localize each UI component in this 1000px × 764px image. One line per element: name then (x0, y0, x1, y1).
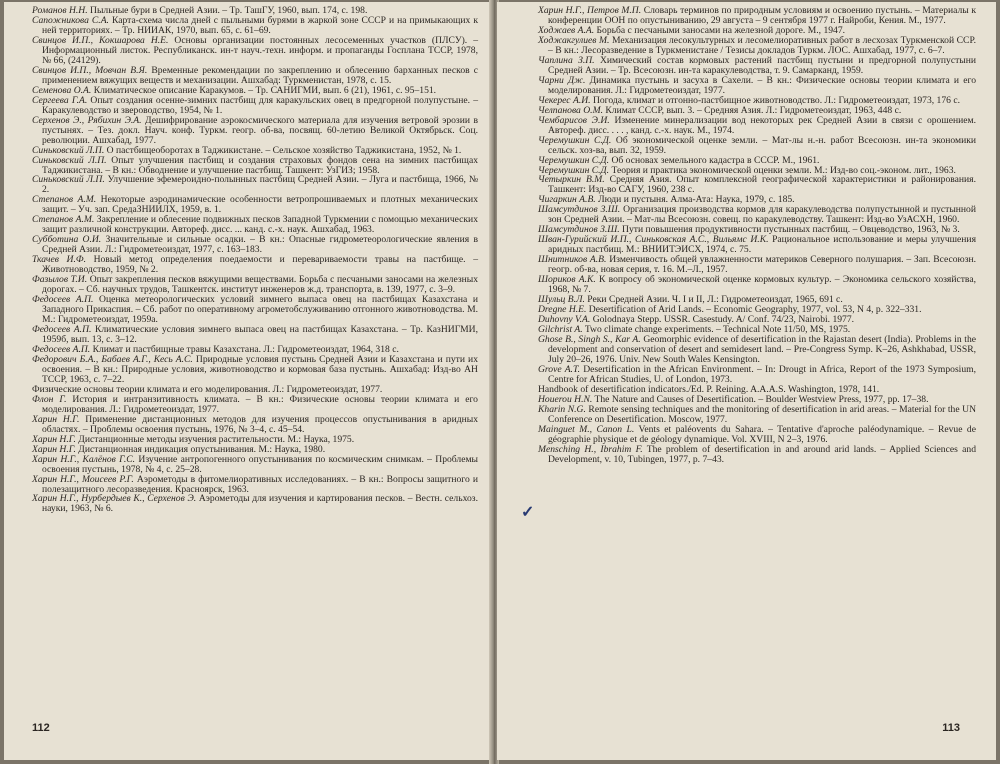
bibliography-entry (538, 36, 976, 56)
entry-author: Gilchrist A. (538, 324, 583, 335)
bibliography-entry (538, 335, 976, 365)
entry-text: Механизация лесокультурных и лесомелиоративных работ в лесхозах Туркменской ССР. – В кн.: Лесоразведение в Туркменистане / Тезисы докладов Туркм. ЛОС. Ашхабад, 1977, с. 6–7. (548, 34, 976, 56)
entry-text: Desertification of Arid Lands. – Economic Geography, 1977, vol. 53, N 4, p. 322–331. (586, 304, 922, 316)
entry-text: Люди и пустыня. Алма-Ата: Наука, 1979, с. 185. (595, 194, 795, 206)
entry-author: Duhovny V.A. (538, 314, 591, 326)
entry-text: Природные условия пустынь Средней Азии и Казахстана и пути их освоения. – В кн.: Природные условия, животноводство и кормовая база пустынь. Ашхабад: Изд-во АН ТССР, 1963, с. 7–22. (42, 353, 478, 385)
entry-author: Dregne H.E. (538, 304, 587, 316)
entry-author: Grove A.T. (538, 363, 580, 375)
entry-author: Харин Н.Г., Нурбердыев К., Серхенов Э. (32, 493, 197, 505)
entry-text: Опыт закрепления песков вяжущими веществами. Борьба с песчаными заносами на железных дорогах. – Сб. научных трудов, Ташкентск. институт инженеров ж.д. транспорта, в. 139, 1977, с. 3–9. (42, 274, 478, 296)
bibliography-entry (32, 494, 478, 514)
entry-author: Харин Н.Г., Петров М.П. (538, 5, 642, 16)
entry-author: Чарни Дж. (538, 74, 586, 86)
entry-author: Черемушкин С.Д. (538, 134, 612, 146)
bibliography-entry (538, 365, 976, 385)
left-bibliography-column (32, 6, 478, 514)
entry-text: Пути повышения продуктивности пустынных пастбищ. – Овцеводство, 1963, № 3. (619, 224, 960, 236)
entry-text: Пыльные бури в Средней Азии. – Тр. ТашГУ, 1960, вып. 174, с. 198. (87, 5, 368, 16)
entry-text: Опыт создания осенне-зимних пастбищ для каракульских овец в предгорной полупустыне. – Каракулеводство и звероводство, 1954, № 1. (42, 94, 478, 116)
entry-author: Черемушкин С.Д. (538, 154, 610, 166)
entry-text: Об экономической оценке земли. – Мат-лы н.-н. работ Всесоюзн. ин-та экономики сельск. хоз-ва, вып. 32, 1959. (548, 134, 976, 156)
bibliography-entry (32, 325, 478, 345)
bibliography-entry (32, 36, 478, 66)
entry-author: Синьковский Л.П. (32, 144, 105, 156)
bibliography-entry (32, 175, 478, 195)
entry-author: Mainguet M., Canon L. (538, 423, 635, 435)
entry-text: Погода, климат и отгонно-пастбищное животноводство. Л.: Гидрометеоиздат, 1973, 176 с. (590, 94, 960, 106)
entry-author: Серхенов Э., Рябихин Э.А. (32, 114, 142, 126)
entry-text: Изменчивость общей увлажненности материков Северного полушария. – Зап. Всесоюзн. геогр. об-ва, новая серия, т. 16. М.–Л., 1957. (548, 254, 977, 276)
entry-author: Шориков А.К. (538, 274, 596, 286)
entry-author: Ghose B., Singh S., Kar A. (538, 333, 641, 345)
bibliography-entry (32, 16, 478, 36)
entry-author: Федосеев А.П. (32, 294, 94, 306)
bibliography-entry (32, 235, 478, 255)
entry-text: Golodnaya Stepp. USSR. Casestudy. A/ Conf. 74/23, Nairobi. 1977. (590, 314, 855, 326)
entry-author: Степанов А.М. (32, 214, 95, 226)
entry-author: Синьковский Л.П. (32, 174, 105, 186)
bibliography-entry (32, 475, 478, 495)
bibliography-entry (538, 405, 976, 425)
entry-text: Remote sensing techniques and the monitoring of desertification in arid areas. – Material for the UN Conference on Desertification. Moscow, 1977. (548, 403, 976, 425)
entry-text: О пастбищеоборотах в Таджикистане. – Сельское хозяйство Таджикистана, 1952, № 1. (104, 144, 462, 156)
entry-author: Шамсутдинов З.Ш. (538, 204, 621, 216)
entry-text: Рациональное использование и меры улучшения аридных пастбищ. М.: ВНИИТЭИСХ, 1974, с. 75. (548, 234, 976, 256)
entry-text: История и интранзитивность климата. – В кн.: Физические основы теории климата и его моделирования. Л.: Гидрометеоиздат, 1977. (42, 393, 478, 415)
entry-text: Дистанционные методы изучения растительности. М.: Наука, 1975. (75, 433, 355, 445)
entry-author: Синьковский Л.П. (32, 154, 107, 166)
entry-text: Средняя Азия. Опыт комплексной географической характеристики и районирования. Ташкент: Изд-во САГУ, 1960, 238 с. (548, 174, 976, 196)
entry-text: Климат СССР, вып. 3. – Средняя Азия. Л.: Гидрометеоиздат, 1963, 448 с. (602, 104, 902, 116)
bibliography-entry (538, 205, 976, 225)
entry-text: Дешифрирование аэрокосмического материала для изучения ветровой эрозии в пустынях. – Тез. докл. Науч. конф. Туркм. геогр. об-ва, посвящ. 60-летию Великой Октябрьск. Соц. революции. Ашхабад, 1977. (42, 114, 478, 146)
entry-author: Свинцов И.П., Мовчан В.Я. (32, 64, 148, 76)
bibliography-entry (32, 455, 478, 475)
entry-author: Сергеева Г.А. (32, 94, 88, 106)
entry-text: Карта-схема числа дней с пыльными бурями в жаркой зоне СССР и на примыкающих к ней территориях. – Тр. НИИАК, 1970, вып. 65, с. 61–69. (42, 14, 478, 36)
entry-text: К вопросу об экономической оценке кормовых культур. – Экономика сельского хозяйства, 1968, № 7. (548, 274, 976, 296)
entry-author: Федорович Б.А., Бабаев А.Г., Кесь А.С. (32, 353, 193, 365)
handwritten-checkmark-icon: ✓ (521, 504, 535, 521)
entry-text: Теория и практика экономической оценки земли. М.: Изд-во соц.-эконом. лит., 1963. (609, 164, 956, 176)
entry-author: Kharin N.G. (538, 403, 586, 415)
entry-author: Чаплина З.П. (538, 54, 595, 66)
entry-author: Степанов А.М. (32, 194, 97, 206)
bibliography-entry (538, 116, 976, 136)
entry-author: Харин Н.Г. (32, 443, 76, 455)
entry-text: Применение дистанционных методов для изучения процессов опустынивания в аридных областях. – Проблемы освоения пустынь, 1976, № 3–4, с. 45–54. (42, 413, 478, 435)
entry-text: Климатические условия зимнего выпаса овец на пастбищах Казахстана. – Тр. КазНИГМИ, 1959б, вып. 13, с. 3–12. (42, 324, 478, 345)
entry-author: Семенова О.А. (32, 84, 92, 96)
bibliography-entry (538, 6, 976, 26)
entry-author: Шнитников А.В. (538, 254, 607, 266)
entry-author: Флон Г. (32, 393, 67, 405)
right-bibliography-column (538, 6, 976, 465)
entry-text: Изменение минерализации вод некоторых рек Средней Азии в связи с орошением. Автореф. дисс. . . . , канд. с.-х. наук. М., 1974. (548, 114, 976, 136)
entry-author: Фазылов Т.И. (32, 274, 88, 286)
entry-text: Изучение антропогенного опустынивания по космическим снимкам. – Проблемы освоения пустынь, 1978, № 4, с. 25–28. (42, 453, 478, 475)
entry-text: Desertification in the African Environment. – In: Drougt in Africa, Report of the 1973 Symposium, Centre for African Studies, U. of London, 1973. (548, 363, 977, 385)
bibliography-entry (32, 116, 478, 146)
entry-author: Чекерес А.И. (538, 94, 591, 106)
bibliography-entry (538, 275, 976, 295)
bibliography-entry (32, 355, 478, 385)
bibliography-entry (32, 66, 478, 86)
entry-text: Закрепление и облесение подвижных песков Западной Туркмении с помощью механических защит различной конструкции. Автореф. дисс. ... канд. с.-х. наук. Ашхабад, 1963. (42, 214, 478, 236)
entry-text: Климат и пастбищные травы Казахстана. Л.: Гидрометеоиздат, 1964, 318 с. (90, 343, 399, 355)
entry-text: Оценка метеорологических условий зимнего выпаса овец на пастбищах Казахстана и Западного Прикаспия. – Сб. работ по оперативному агрометобслуживанию отгонного животноводства. М. М.: Гидрометеоиздат, 1959а. (42, 294, 478, 326)
entry-author: Шамсутдинов З.Ш. (538, 224, 620, 236)
entry-text: Временные рекомендации по закреплению и облесению барханных песков с применением вяжущих веществ и механизации. Ашхабад: Туркменистан, 1978, с. 15. (42, 64, 479, 86)
entry-author: Ткачев И.Ф. (32, 254, 86, 266)
entry-author: Черемушкин С.Д. (538, 164, 610, 176)
bibliography-entry (538, 425, 976, 445)
entry-author: Харин Н.Г., Моисеев Р.Г. (32, 473, 134, 485)
bibliography-entry (538, 175, 976, 195)
bibliography-entry (32, 156, 478, 176)
entry-author: Федосеев А.П. (32, 324, 92, 335)
entry-text: Дистанционная индикация опустынивания. М.: Наука, 1980. (75, 443, 326, 455)
bibliography-entry (538, 76, 976, 96)
bibliography-entry (32, 295, 478, 325)
bibliography-entry (538, 255, 976, 275)
entry-author: Свинцов И.П., Кокшарова Н.Е. (32, 34, 169, 46)
entry-text: Организация производства кормов для каракулеводства полупустынной и пустынной зон Средней Азии. – Мат-лы Всесоюзн. совещ. по каракулеводству. Ташкент: Изд-во УзАСХН, 1960. (548, 204, 976, 226)
entry-author: Houerou H.N. (538, 393, 593, 405)
bibliography-entry (32, 415, 478, 435)
entry-author: Харин Н.Г. (32, 433, 76, 445)
entry-author: Ходжакгулиев М. (538, 34, 610, 46)
entry-text: Улучшение эфемероидно-полынных пастбищ Средней Азии. – Луга и пастбища, 1966, № 2. (42, 174, 478, 196)
entry-text: Химический состав кормовых растений пастбищ пустыни и предгорной полупустыни Средней Азии. – Тр. Всесоюзн. ин-та каракулеводства, т. 9. Самарканд, 1959. (548, 54, 976, 76)
entry-text: Борьба с песчаными заносами на железной дороге. М., 1947. (594, 24, 846, 36)
entry-text: Опыт улучшения пастбищ и создания страховых фондов сена на зимних пастбищах Таджикистана. – В кн.: Обводнение и улучшение пастбищ. Ташкент: УзГИЗ; 1958. (42, 154, 478, 176)
left-page (4, 2, 491, 760)
entry-text: Климатическое описание Каракумов. – Тр. САНИГМИ, вып. 6 (21), 1961, с. 95–151. (91, 84, 437, 96)
bibliography-entry (538, 136, 976, 156)
entry-text: Об основах земельного кадастра в СССР. М., 1961. (609, 154, 820, 166)
entry-author: Четыркин В.М. (538, 174, 605, 186)
entry-text: Vents et paléovents du Sahara. – Tentative d'aproche paléodynamique. – Revue de géographie physique et de géology dynamique. Vol. XVIII, N 2–3, 1976. (548, 423, 976, 445)
entry-text: Основы организации постоянных лесосеменных участков (ПЛСУ). – Информационный листок. Республиканск. ин-т науч.-техн. информ. и пропаганды Госплана ТССР, 1978, № 66, (24129). (42, 34, 478, 66)
right-page (497, 2, 996, 760)
entry-author: Субботина О.И. (32, 234, 102, 246)
entry-text: Two climate change experiments. – Technical Note 11/50, MS, 1975. (582, 324, 851, 335)
entry-author: Харин Н.Г. (32, 413, 80, 425)
bibliography-entry (32, 275, 478, 295)
entry-text: Физические основы теории климата и его моделирования. Л.: Гидрометеоиздат, 1977. (32, 383, 383, 395)
entry-text: Handbook of desertification indicators./Ed. P. Reining. A.A.A.S. Washington, 1978, 141. (538, 383, 880, 395)
entry-author: Харин Н.Г., Калёнов Г.С. (32, 453, 136, 465)
entry-author: Федосеев А.П. (32, 343, 91, 355)
entry-author: Челпанова О.М. (538, 104, 603, 116)
entry-text: Словарь терминов по природным условиям и освоению пустынь. – Материалы к конференции ООН по опустыниванию, 29 августа – 9 сентября 1977 г. Найроби, Кения. М., 1977. (548, 5, 977, 26)
bibliography-entry (538, 56, 976, 76)
entry-text: Geomorphic evidence of desertification in the Rajastan desert (India). Problems in the development and conservation of desert and semidesert land. – Pre-Congress Symp. K–26, Ashkhabad, USSR, July 20–26, 1976. Univ. New South Wales Kensington. (548, 333, 977, 365)
entry-author: Чембарисов Э.И. (538, 114, 610, 126)
entry-author: Mensching H., Ibrahim F. (538, 443, 643, 455)
entry-author: Ходжаев А.А. (538, 24, 595, 36)
entry-text: Новый метод определения поедаемости и перевариваемости травы на пастбище. – Животноводство, 1959, № 2. (42, 254, 478, 276)
bibliography-entry (538, 235, 976, 255)
bibliography-entry (32, 96, 478, 116)
bibliography-entry (32, 395, 478, 415)
entry-text: The problem of desertification in and around arid lands. – Applied Sciences and Development, v. 10, Tubingen, 1977, p. 7–43. (548, 443, 976, 465)
entry-text: Аэрометоды в фитомелиоративных исследованиях. – В кн.: Вопросы защитного и полезащитного лесоразведения. Красноярск, 1963. (42, 473, 478, 495)
entry-author: Романов Н.Н. (32, 5, 88, 16)
entry-author: Шван-Гурийский И.П., Синьковская А.С., Вильямс И.К. (538, 234, 769, 246)
entry-text: Реки Средней Азии. Ч. I и II, Л.: Гидрометеоиздат, 1965, 691 с. (584, 294, 843, 306)
bibliography-entry (538, 445, 976, 465)
entry-text: Значительные и сильные осадки. – В кн.: Опасные гидрометеорологические явления в Средней Азии. Л.: Гидрометеоиздат, 1977, с. 163–183. (42, 234, 479, 256)
entry-text: Динамика пустынь и засуха в Сахели. – В кн.: Физические основы теории климата и его моделирования. Л.: Гидрометеоиздат, 1977. (548, 74, 976, 96)
entry-author: Шульц В.Л. (538, 294, 585, 306)
entry-author: Сапожникова С.А. (32, 14, 109, 26)
entry-text: Некоторые аэродинамические особенности ветропрошиваемых и плотных механических защит. – Уч. зап. СредаЗНИИЛХ, 1959, в. 1. (42, 194, 478, 216)
right-page-number: 113 (942, 722, 960, 734)
entry-author: Чигаркин А.В. (538, 194, 596, 206)
entry-text: The Nature and Causes of Desertification. – Boulder Westview Press, 1977, pp. 17–38. (592, 393, 929, 405)
left-page-number: 112 (32, 722, 50, 734)
bibliography-entry (32, 195, 478, 215)
entry-text: Аэрометоды для изучения и картирования песков. – Вестн. сельхоз. науки, 1963, № 6. (42, 493, 478, 515)
bibliography-entry (32, 255, 478, 275)
bibliography-entry (32, 215, 478, 235)
